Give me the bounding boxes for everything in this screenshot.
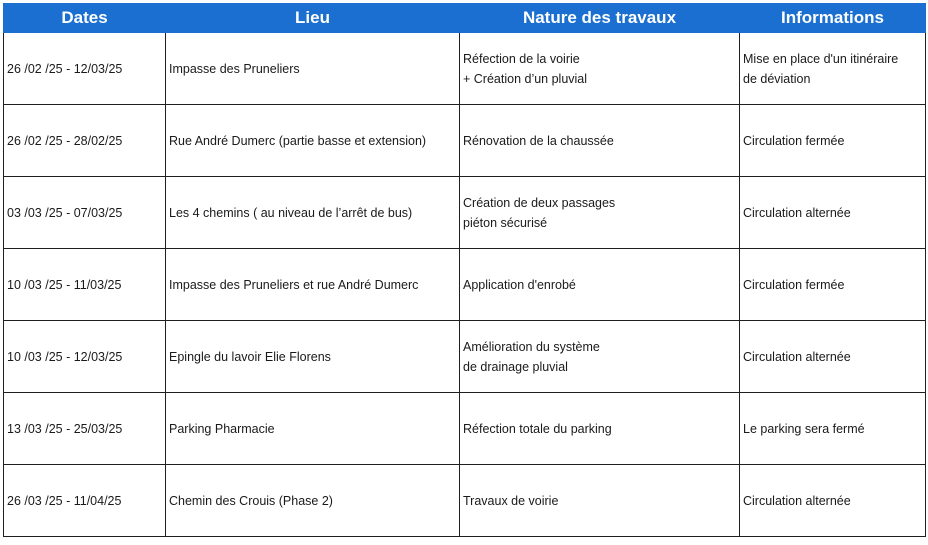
cell-informations: Circulation alternée: [740, 465, 926, 537]
cell-nature: Création de deux passages piéton sécurisé: [460, 177, 740, 249]
cell-dates: 13 /03 /25 - 25/03/25: [4, 393, 166, 465]
cell-informations: Le parking sera fermé: [740, 393, 926, 465]
table-row: [4, 177, 926, 249]
works-schedule: [3, 3, 925, 537]
cell-dates: 10 /03 /25 - 12/03/25: [4, 321, 166, 393]
cell-dates: 26 /02 /25 - 12/03/25: [4, 33, 166, 105]
cell-nature: Réfection totale du parking: [460, 393, 740, 465]
header-lieu: Lieu: [166, 4, 460, 33]
header-nature: Nature des travaux: [460, 4, 740, 33]
cell-informations: Circulation fermée: [740, 249, 926, 321]
cell-lieu: Epingle du lavoir Elie Florens: [166, 321, 460, 393]
table-row: [4, 393, 926, 465]
cell-nature: Amélioration du système de drainage pluvial: [460, 321, 740, 393]
cell-lieu: Parking Pharmacie: [166, 393, 460, 465]
cell-dates: 10 /03 /25 - 11/03/25: [4, 249, 166, 321]
header-dates: Dates: [4, 4, 166, 33]
table-row: [4, 321, 926, 393]
table-header: [4, 4, 926, 33]
cell-informations: Circulation alternée: [740, 177, 926, 249]
header-row: [4, 4, 926, 33]
cell-lieu: Chemin des Crouis (Phase 2): [166, 465, 460, 537]
cell-nature: Rénovation de la chaussée: [460, 105, 740, 177]
cell-informations: Circulation alternée: [740, 321, 926, 393]
works-table: [3, 3, 926, 537]
cell-nature: Application d'enrobé: [460, 249, 740, 321]
cell-informations: Circulation fermée: [740, 105, 926, 177]
table-row: [4, 33, 926, 105]
cell-lieu: Impasse des Pruneliers et rue André Dumerc: [166, 249, 460, 321]
header-informations: Informations: [740, 4, 926, 33]
cell-nature: Travaux de voirie: [460, 465, 740, 537]
cell-dates: 26 /02 /25 - 28/02/25: [4, 105, 166, 177]
table-body: [4, 33, 926, 537]
cell-informations: Mise en place d'un itinéraire de déviation: [740, 33, 926, 105]
cell-lieu: Rue André Dumerc (partie basse et extension): [166, 105, 460, 177]
cell-lieu: Impasse des Pruneliers: [166, 33, 460, 105]
table-row: [4, 465, 926, 537]
table-row: [4, 105, 926, 177]
cell-nature: Réfection de la voirie + Création d’un pluvial: [460, 33, 740, 105]
table-row: [4, 249, 926, 321]
cell-lieu: Les 4 chemins ( au niveau de l’arrêt de bus): [166, 177, 460, 249]
cell-dates: 26 /03 /25 - 11/04/25: [4, 465, 166, 537]
cell-dates: 03 /03 /25 - 07/03/25: [4, 177, 166, 249]
